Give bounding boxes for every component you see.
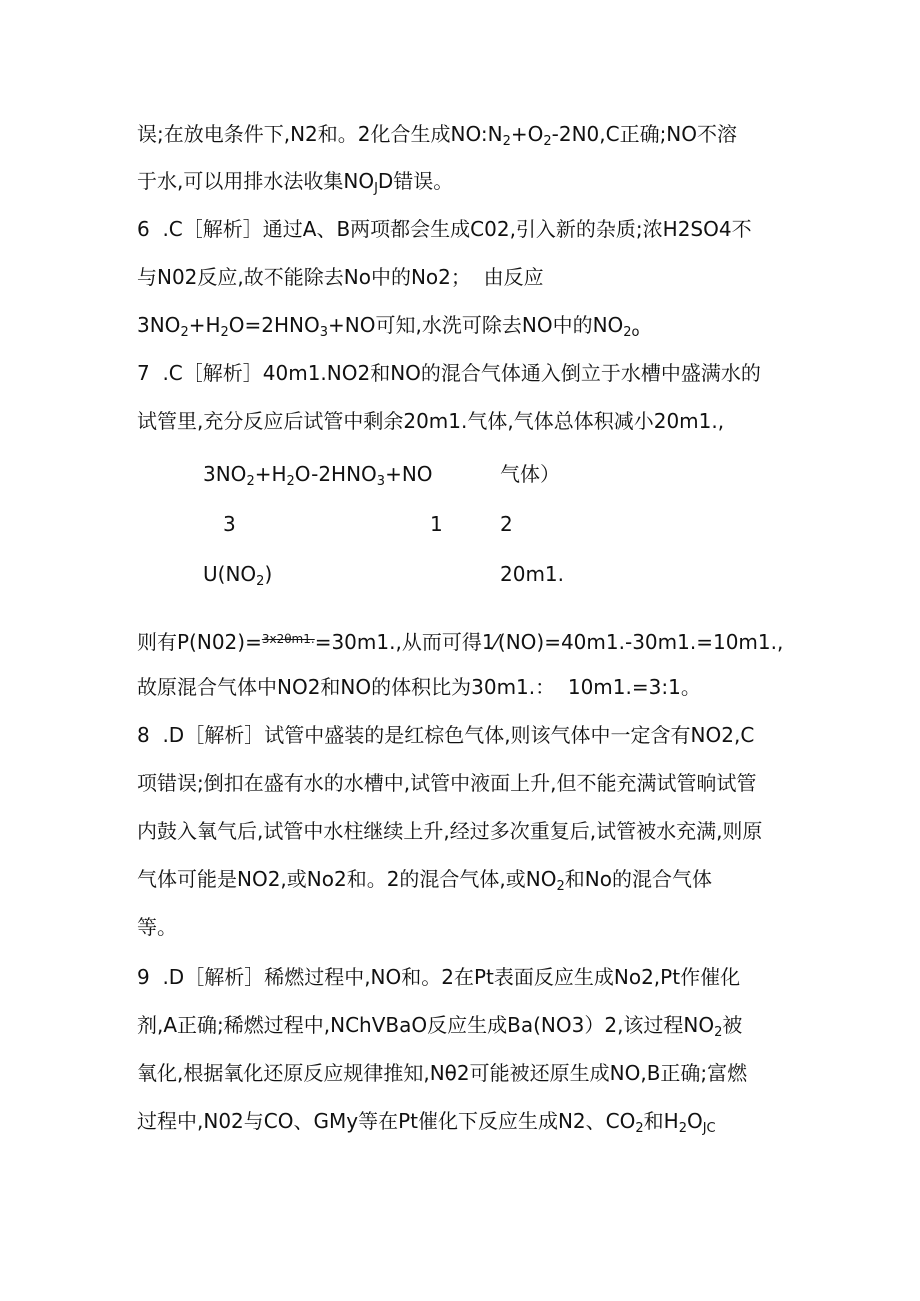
line-2: 于水,可以用排水法收集$NO_JD$错误。: [137, 169, 454, 196]
coefficient-volume: 2: [500, 512, 513, 536]
line-8: 则有P(N02)=$^{3x2\theta m1.}$=30m1.,从而可得1⁄(NO)=40m1.-30m1.=10m1.,: [137, 630, 784, 654]
line-1: 误;在放电条件下,N2和。2化合生成$NO:N_2+O_2-2N0,C$正确;NO不溶: [137, 122, 738, 149]
line-13: 气体可能是NO2,或No2和。2的混合气体,或$NO_2$和No的混合气体: [137, 867, 712, 894]
line-3: 6 .C［解析］通过A、B两项都会生成C02,引入新的杂质;浓H2SO4不: [137, 217, 752, 241]
line-14: 等。: [137, 915, 177, 939]
line-6: 7 .C［解析］40m1.NO2和NO的混合气体通入倒立于水槽中盛满水的: [137, 361, 761, 385]
line-7: 试管里,充分反应后试管中剩余20m1.气体,气体总体积减小20m1.,: [137, 409, 725, 433]
coefficient-no2: 3: [223, 512, 236, 536]
volume-no2: $U(NO_2)$: [203, 562, 273, 589]
line-18: 过程中,N02与CO、GMy等在Pt催化下反应生成N2、$CO_2$和$H_2O_{JC}$: [137, 1109, 716, 1136]
reaction-volume-label: 气体）: [500, 462, 560, 486]
line-10: 8 .D［解析］试管中盛装的是红棕色气体,则该气体中一定含有NO2,C: [137, 723, 755, 747]
line-12: 内鼓入氧气后,试管中水柱继续上升,经过多次重复后,试管被水充满,则原: [137, 819, 763, 843]
volume-reduction: 20m1.: [500, 562, 565, 586]
line-16: 剂,A正确;稀燃过程中,NChVBaO反应生成Ba(NO3）2,该过程$NO_2$被: [137, 1013, 743, 1040]
reaction-equation: $3NO_2+H_2O-2HNO_3+NO$: [203, 462, 433, 489]
line-4: 与N02反应,故不能除去No中的No2； 由反应: [137, 265, 544, 289]
coefficient-no: 1: [430, 512, 443, 536]
line-11: 项错误;倒扣在盛有水的水槽中,试管中液面上升,但不能充满试管晌试管: [137, 771, 757, 795]
line-9: 故原混合气体中NO2和NO的体积比为30m1.： 10m1.=3:1。: [137, 675, 701, 699]
line-17: 氧化,根据氧化还原反应规律推知,Nθ2可能被还原生成NO,B正确;富燃: [137, 1061, 748, 1085]
line-5: $3NO_2+H_2O=2HNO_3+NO$可知,水洗可除去NO中的$NO_{2o}$: [137, 313, 640, 340]
line-15: 9 .D［解析］稀燃过程中,NO和。2在Pt表面反应生成No2,Pt作催化: [137, 965, 741, 989]
